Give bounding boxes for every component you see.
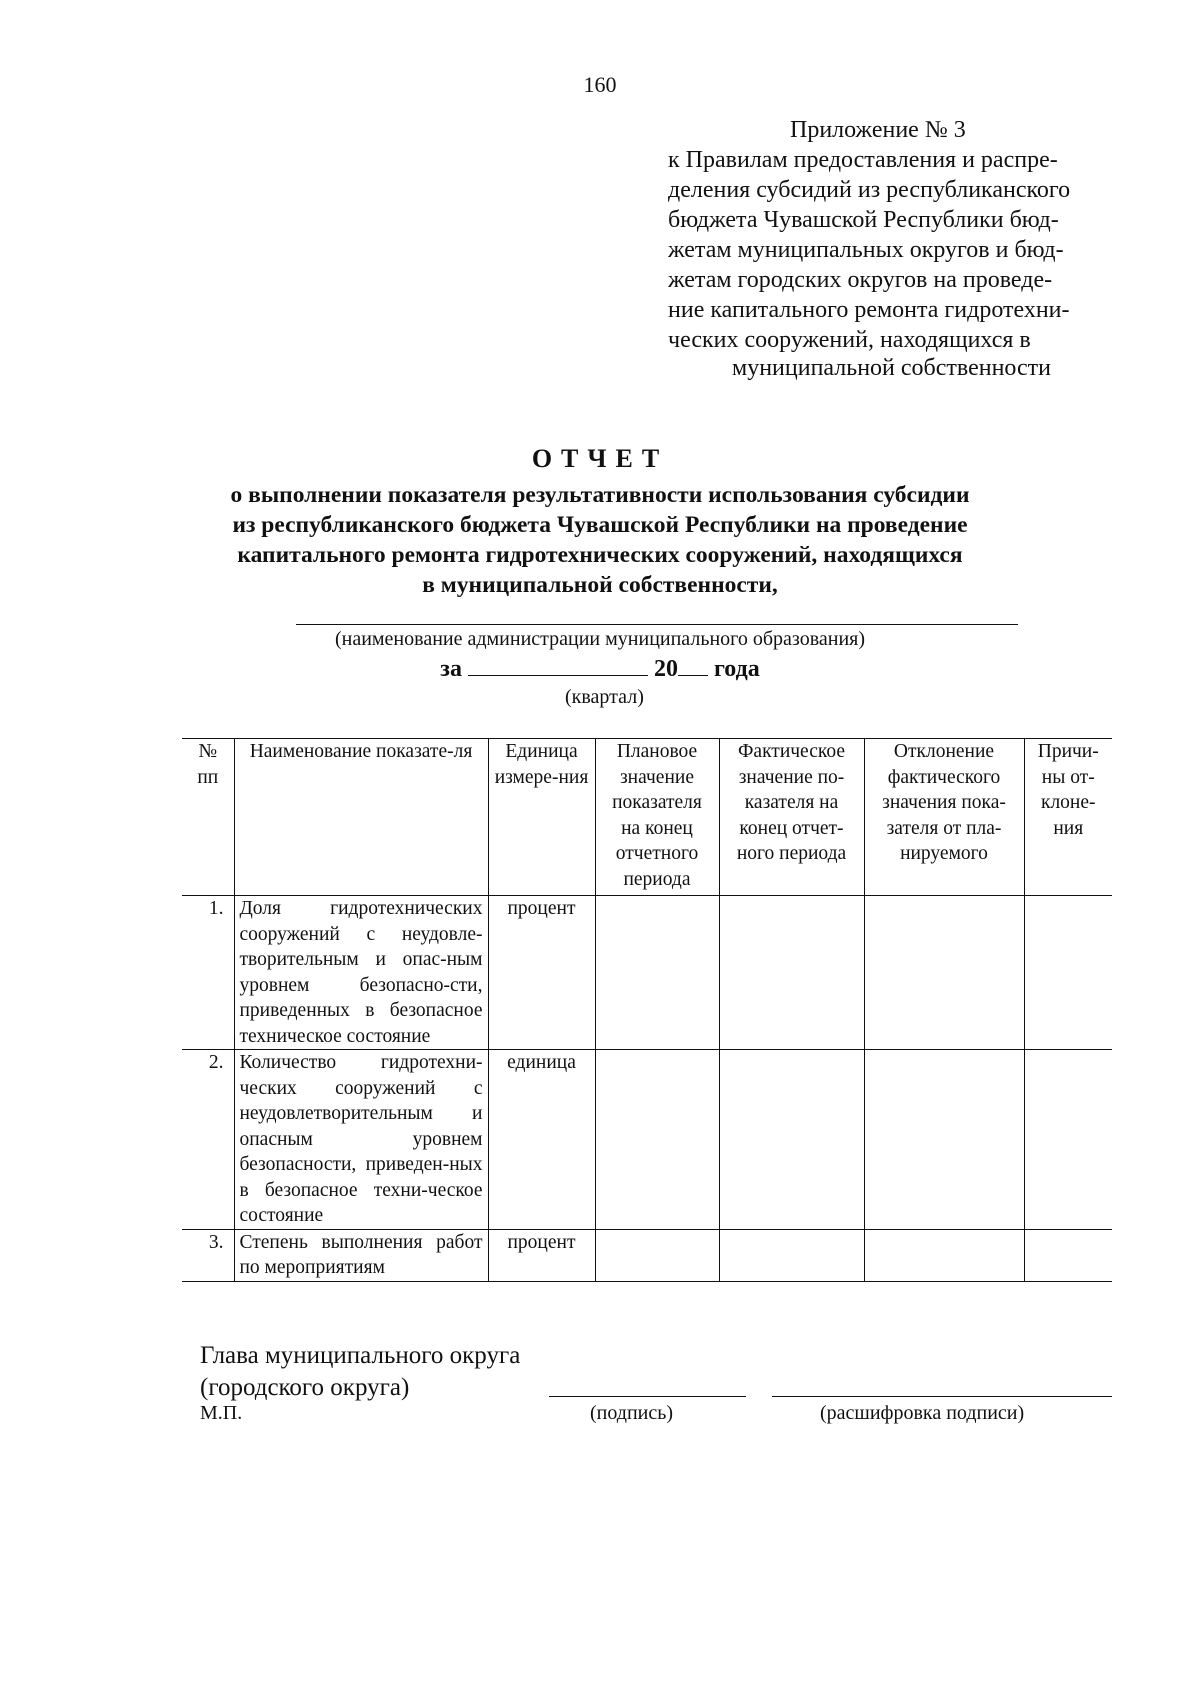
report-subtitle-line: в муниципальной собственности, [422, 572, 778, 598]
row-num: 3. [182, 1229, 234, 1281]
table-row [182, 896, 1112, 1050]
annex-line: к Правилам предоставления и распре- [668, 147, 1058, 173]
annex-line: жетам городских округов на проведе- [668, 267, 1053, 293]
row-unit: единица [488, 1050, 595, 1230]
signature-line [549, 1396, 746, 1397]
header-fact: Фактическое значение по-казателя на конец отчет-ного периода [719, 739, 864, 896]
row-deviation [864, 1050, 1024, 1230]
signatory-title-line2: (городского округа) [200, 1374, 410, 1401]
annex-title: Приложение № 3 [790, 117, 966, 143]
signature-caption: (подпись) [590, 1402, 674, 1424]
period-suffix: года [713, 656, 760, 682]
annex-line: деления субсидий из республиканского [668, 177, 1071, 203]
report-title: ОТЧЕТ [531, 444, 669, 473]
annex-last-line: муниципальной собственности [732, 355, 1051, 381]
report-table [182, 738, 1112, 1282]
admin-name-line [296, 624, 1018, 625]
period-prefix: за [440, 656, 462, 682]
row-fact [719, 1050, 864, 1230]
table-header-row [182, 739, 1112, 896]
row-deviation [864, 1229, 1024, 1281]
decryption-caption: (расшифровка подписи) [820, 1402, 1025, 1424]
header-num: № пп [182, 739, 234, 896]
row-fact [719, 896, 864, 1050]
row-unit: процент [488, 1229, 595, 1281]
header-name: Наименование показате-ля [234, 739, 488, 896]
report-subtitle-line: капитального ремонта гидротехнических сооружений, находящихся [237, 542, 963, 568]
row-reasons [1024, 1229, 1112, 1281]
table-row [182, 1050, 1112, 1230]
row-name: Степень выполнения работ по мероприятиям [234, 1229, 488, 1281]
annex-text [668, 145, 1115, 355]
row-name: Количество гидротехни-ческих сооружений с неудовлетворительным и опасным уровнем безопасности, приведен-ных в безопасное техни-ческое состояние [234, 1050, 488, 1230]
period-row [0, 655, 1200, 683]
row-reasons [1024, 1050, 1112, 1230]
table-row [182, 1229, 1112, 1281]
period-year: 20 [653, 656, 678, 682]
header-reasons: Причи-ны от-клоне-ния [1024, 739, 1112, 896]
annex-line: ние капитального ремонта гидротехни- [668, 297, 1070, 323]
period-caption: (квартал) [565, 686, 644, 708]
annex-line: жетам муниципальных округов и бюд- [668, 237, 1064, 263]
row-plan [595, 1050, 719, 1230]
signatory-title-line1: Глава муниципального округа [200, 1342, 521, 1369]
header-unit: Единица измере-ния [488, 739, 595, 896]
header-deviation: Отклонение фактического значения пока-зателя от пла-нируемого [864, 739, 1024, 896]
row-deviation [864, 896, 1024, 1050]
row-unit: процент [488, 896, 595, 1050]
report-subtitle-line: из республиканского бюджета Чувашской Республики на проведение [232, 512, 968, 538]
report-subtitle-line: о выполнении показателя результативности использования субсидии [230, 482, 970, 508]
row-name: Доля гидротехнических сооружений с неудовле-творительным и опас-ным уровнем безопасно-сти, приведенных в безопасное техническое состояние [234, 896, 488, 1050]
admin-caption: (наименование администрации муниципального образования) [334, 628, 866, 650]
annex-line: ческих сооружений, находящихся в [668, 327, 1031, 353]
row-fact [719, 1229, 864, 1281]
header-plan: Плановое значение показателя на конец отчетного периода [595, 739, 719, 896]
signatory-title [200, 1340, 520, 1404]
decryption-line [772, 1396, 1112, 1397]
row-num: 2. [182, 1050, 234, 1230]
year-blank [678, 655, 708, 676]
page-number: 160 [583, 72, 617, 97]
row-plan [595, 1229, 719, 1281]
stamp-label: М.П. [200, 1402, 243, 1424]
row-plan [595, 896, 719, 1050]
annex-line: бюджета Чувашской Республики бюд- [668, 207, 1059, 233]
row-reasons [1024, 896, 1112, 1050]
quarter-blank [468, 655, 648, 676]
row-num: 1. [182, 896, 234, 1050]
